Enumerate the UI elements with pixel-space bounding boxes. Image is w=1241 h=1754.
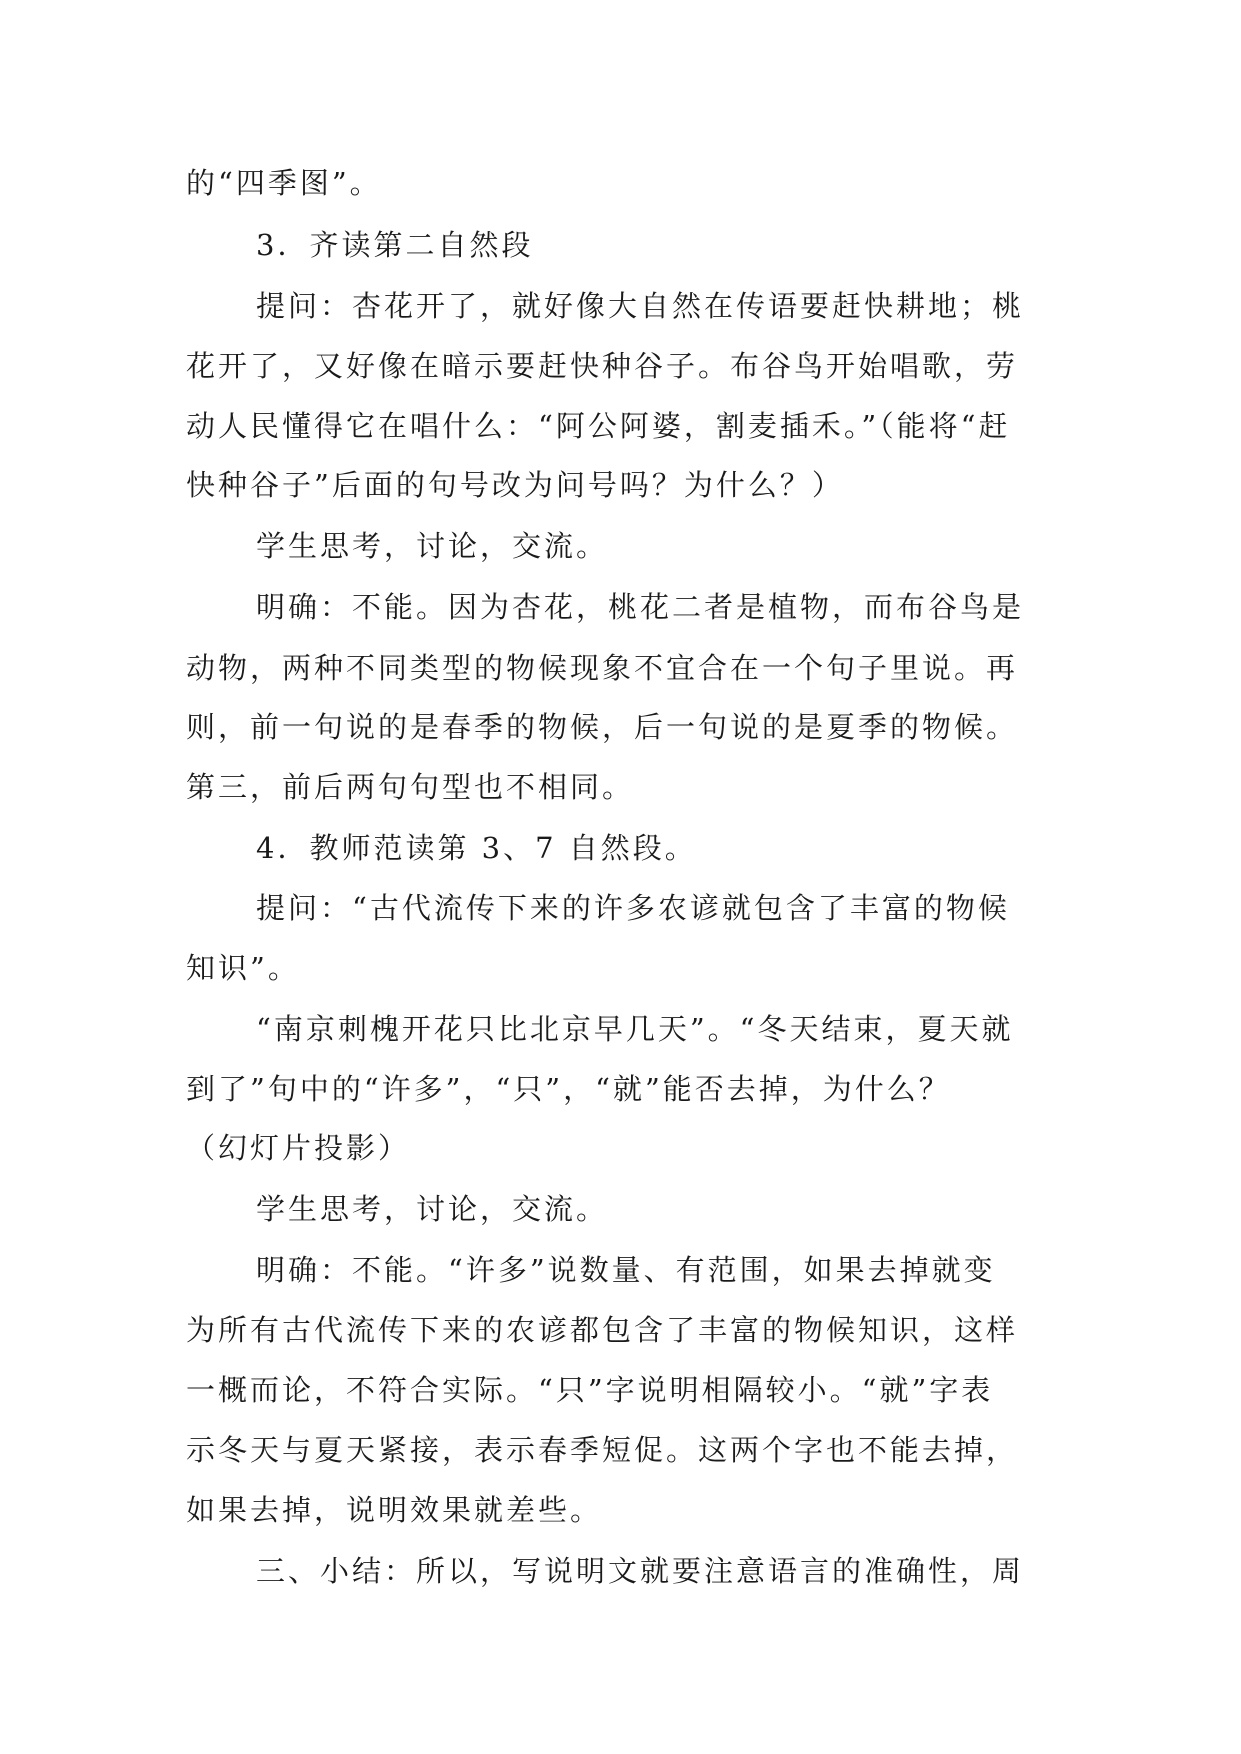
text-line: 提问：“古代流传下来的许多农谚就包含了丰富的物候	[256, 891, 1010, 925]
text-line: （幻灯片投影）	[186, 1131, 411, 1165]
text-line: 的“四季图”。	[186, 166, 382, 200]
text-line: 花开了，又好像在暗示要赶快种谷子。布谷鸟开始唱歌，劳	[186, 349, 1019, 383]
text-line: 明确：不能。因为杏花，桃花二者是植物，而布谷鸟是	[256, 590, 1025, 624]
text-line: 快种谷子”后面的句号改为问号吗？为什么？）	[186, 468, 844, 502]
text-line: 一概而论，不符合实际。“只”字说明相隔较小。“就”字表	[186, 1373, 994, 1407]
text-line: 提问：杏花开了，就好像大自然在传语要赶快耕地；桃	[256, 289, 1025, 323]
text-line: 学生思考，讨论，交流。	[256, 1192, 609, 1226]
text-line: 则，前一句说的是春季的物候，后一句说的是夏季的物候。	[186, 710, 1019, 744]
text-line: 知识”。	[186, 951, 300, 985]
text-line: 动物，两种不同类型的物候现象不宜合在一个句子里说。再	[186, 651, 1019, 685]
text-line: “南京刺槐开花只比北京早几天”。“冬天结束，夏天就	[256, 1012, 1014, 1046]
text-line: 为所有古代流传下来的农谚都包含了丰富的物候知识，这样	[186, 1313, 1019, 1347]
text-line: 示冬天与夏天紧接，表示春季短促。这两个字也不能去掉，	[186, 1433, 1019, 1467]
text-line: 4．教师范读第 3、7 自然段。	[256, 831, 697, 865]
text-line: 学生思考，讨论，交流。	[256, 529, 609, 563]
text-line: 如果去掉，说明效果就差些。	[186, 1493, 603, 1527]
text-line: 3．齐读第二自然段	[256, 228, 534, 262]
text-line: 动人民懂得它在唱什么：“阿公阿婆，割麦插禾。”（能将“赶	[186, 409, 1011, 443]
text-line: 到了”句中的“许多”，“只”，“就”能否去掉，为什么？	[186, 1072, 951, 1106]
text-line: 三、小结：所以，写说明文就要注意语言的准确性，周	[256, 1554, 1025, 1588]
text-line: 第三，前后两句句型也不相同。	[186, 770, 635, 804]
text-line: 明确：不能。“许多”说数量、有范围，如果去掉就变	[256, 1253, 996, 1287]
